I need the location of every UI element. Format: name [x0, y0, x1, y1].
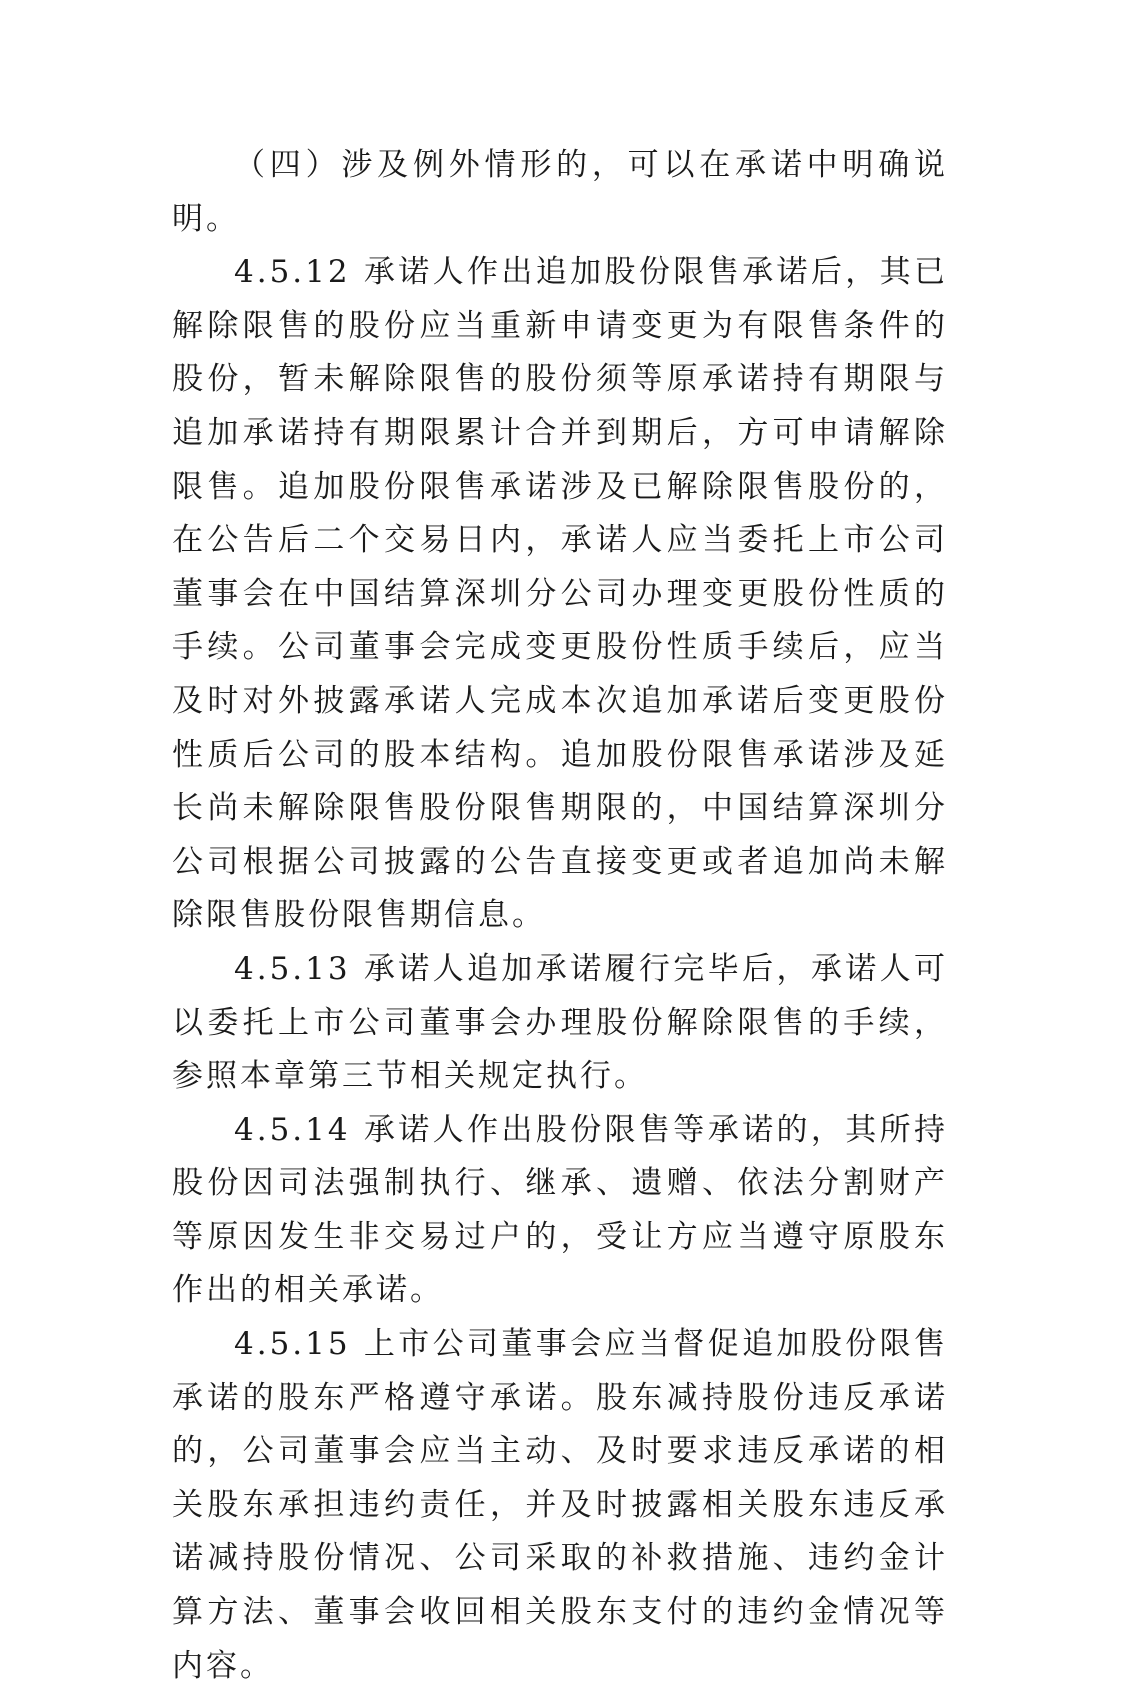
document-body — [172, 139, 948, 1693]
paragraph-4-5-13: 4.5.13 承诺人追加承诺履行完毕后，承诺人可以委托上市公司董事会办理股份解除限售的手续，参照本章第三节相关规定执行。 — [172, 950, 948, 1095]
paragraph-4-5-12: 4.5.12 承诺人作出追加股份限售承诺后，其已解除限售的股份应当重新申请变更为有限售条件的股份，暂未解除限售的股份须等原承诺持有期限与追加承诺持有期限累计合并到期后，方可申请解除限售。追加股份限售承诺涉及已解除限售股份的，在公告后二个交易日内，承诺人应当委托上市公司董事会在中国结算深圳分公司办理变更股份性质的手续。公司董事会完成变更股份性质手续后，应当及时对外披露承诺人完成本次追加承诺后变更股份性质后公司的股本结构。追加股份限售承诺涉及延长尚未解除限售股份限售期限的，中国结算深圳分公司根据公司披露的公告直接变更或者追加尚未解除限售股份限售期信息。 — [172, 254, 948, 934]
paragraph-4-5-14: 4.5.14 承诺人作出股份限售等承诺的，其所持股份因司法强制执行、继承、遗赠、依法分割财产等原因发生非交易过户的，受让方应当遵守原股东作出的相关承诺。 — [172, 1111, 948, 1309]
paragraph-exception-clause: （四）涉及例外情形的，可以在承诺中明确说明。 — [172, 147, 948, 237]
paragraph-4-5-15: 4.5.15 上市公司董事会应当督促追加股份限售承诺的股东严格遵守承诺。股东减持股份违反承诺的，公司董事会应当主动、及时要求违反承诺的相关股东承担违约责任，并及时披露相关股东违反承诺减持股份情况、公司采取的补救措施、违约金计算方法、董事会收回相关股东支付的违约金情况等内容。 — [172, 1326, 948, 1684]
